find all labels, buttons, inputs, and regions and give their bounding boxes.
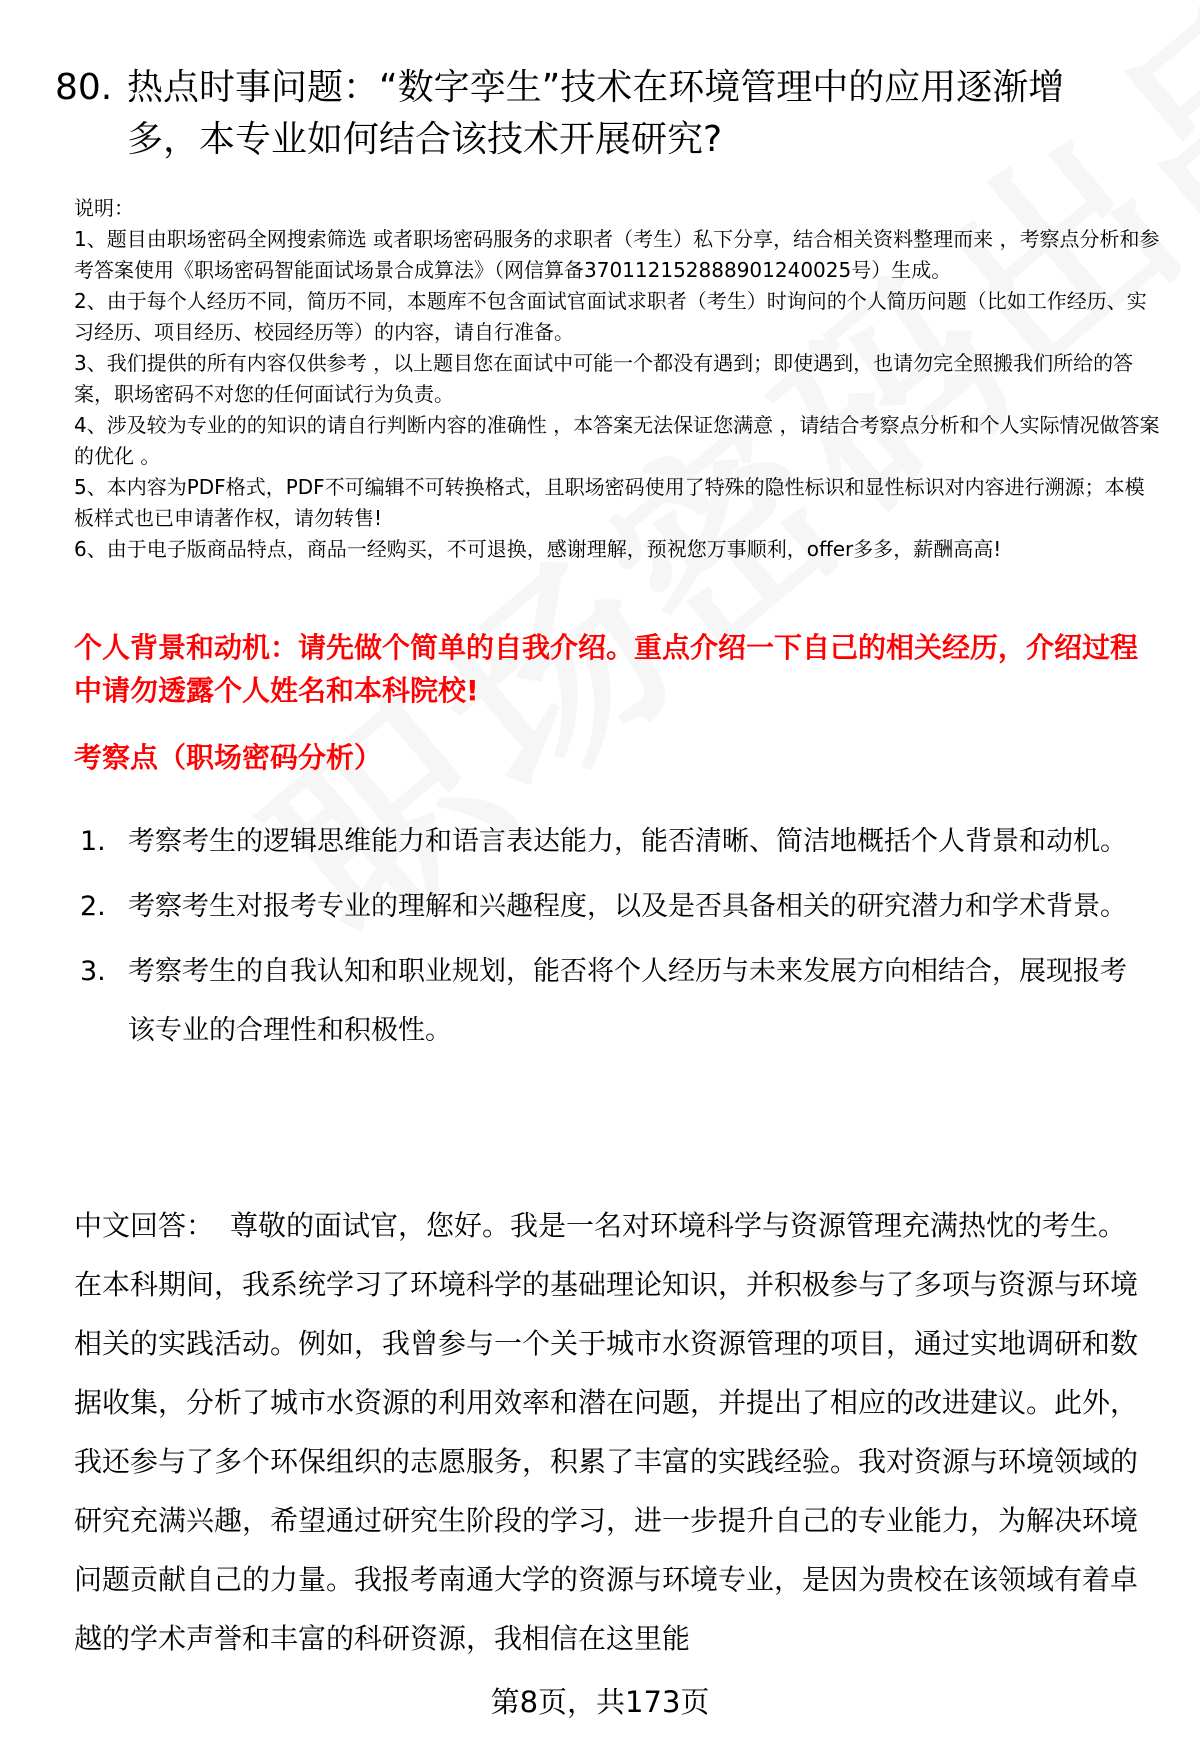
key-point-item [80, 877, 1150, 936]
answer-paragraph [74, 1196, 1154, 1668]
note-item: 1、题目由职场密码全网搜索筛选 或者职场密码服务的求职者（考生）私下分享，结合相关资料整理而来 ，考察点分析和参考答案使用《职场密码智能面试场景合成算法》（网信算备370112152888901240025号）生成。 [74, 227, 1160, 282]
page-footer [0, 1682, 1200, 1722]
note-item: 5、本内容为PDF格式，PDF不可编辑不可转换格式，且职场密码使用了特殊的隐性标识和显性标识对内容进行溯源；本模板样式也已申请著作权，请勿转售! [74, 475, 1145, 530]
key-points-list [80, 812, 1150, 1066]
note-item: 2、由于每个人经历不同，简历不同，本题库不包含面试官面试求职者（考生）时询问的个人简历问题（比如工作经历、实习经历、项目经历、校园经历等）的内容，请自行准备。 [74, 289, 1147, 344]
note-item: 4、涉及较为专业的的知识的请自行判断内容的准确性 ，本答案无法保证您满意 ，请结合考察点分析和个人实际情况做答案的优化 。 [74, 413, 1160, 468]
key-point-item [80, 812, 1150, 871]
question-text: 热点时事问题：“数字孪生”技术在环境管理中的应用逐渐增多，本专业如何结合该技术开展研究? [127, 67, 1065, 160]
note-item: 6、由于电子版商品特点，商品一经购买，不可退换，感谢理解，预祝您万事顺利，offer多多，薪酬高高! [74, 537, 1002, 561]
page-number: 第8页，共173页 [490, 1685, 710, 1719]
answer-label: 中文回答： [74, 1209, 215, 1242]
key-point-number: 2. [80, 891, 106, 922]
background-heading: 个人背景和动机：请先做个简单的自我介绍。重点介绍一下自己的相关经历，介绍过程中请勿透露个人姓名和本科院校! [74, 631, 1139, 707]
key-point-number: 1. [80, 826, 106, 857]
key-point-text: 考察考生对报考专业的理解和兴趣程度，以及是否具备相关的研究潜力和学术背景。 [128, 891, 1127, 922]
note-item: 3、我们提供的所有内容仅供参考 ，以上题目您在面试中可能一个都没有遇到；即使遇到，也请勿完全照搬我们所给的答案，职场密码不对您的任何面试行为负责。 [74, 351, 1134, 406]
key-point-number: 3. [80, 956, 106, 987]
answer-text: 尊敬的面试官，您好。我是一名对环境科学与资源管理充满热忱的考生。在本科期间，我系统学习了环境科学的基础理论知识，并积极参与了多项与资源与环境相关的实践活动。例如，我曾参与一个关于城市水资源管理的项目，通过实地调研和数据收集，分析了城市水资源的利用效率和潜在问题，并提出了相应的改进建议。此外，我还参与了多个环保组织的志愿服务，积累了丰富的实践经验。我对资源与环境领域的研究充满兴趣，希望通过研究生阶段的学习，进一步提升自己的专业能力，为解决环境问题贡献自己的力量。我报考南通大学的资源与环境专业，是因为贵校在该领域有着卓越的学术声誉和丰富的科研资源，我相信在这里能 [74, 1209, 1139, 1655]
notes-title: 说明： [74, 196, 134, 220]
question-number: 80. [55, 67, 113, 108]
key-points-heading: 考察点（职场密码分析） [74, 741, 383, 774]
key-point-text: 考察考生的自我认知和职业规划，能否将个人经历与未来发展方向相结合，展现报考该专业的合理性和积极性。 [128, 956, 1127, 1046]
notes-section [74, 193, 1164, 565]
key-point-text: 考察考生的逻辑思维能力和语言表达能力，能否清晰、简洁地概括个人背景和动机。 [128, 826, 1127, 857]
key-point-item [80, 942, 1150, 1060]
question-title [55, 62, 1135, 166]
